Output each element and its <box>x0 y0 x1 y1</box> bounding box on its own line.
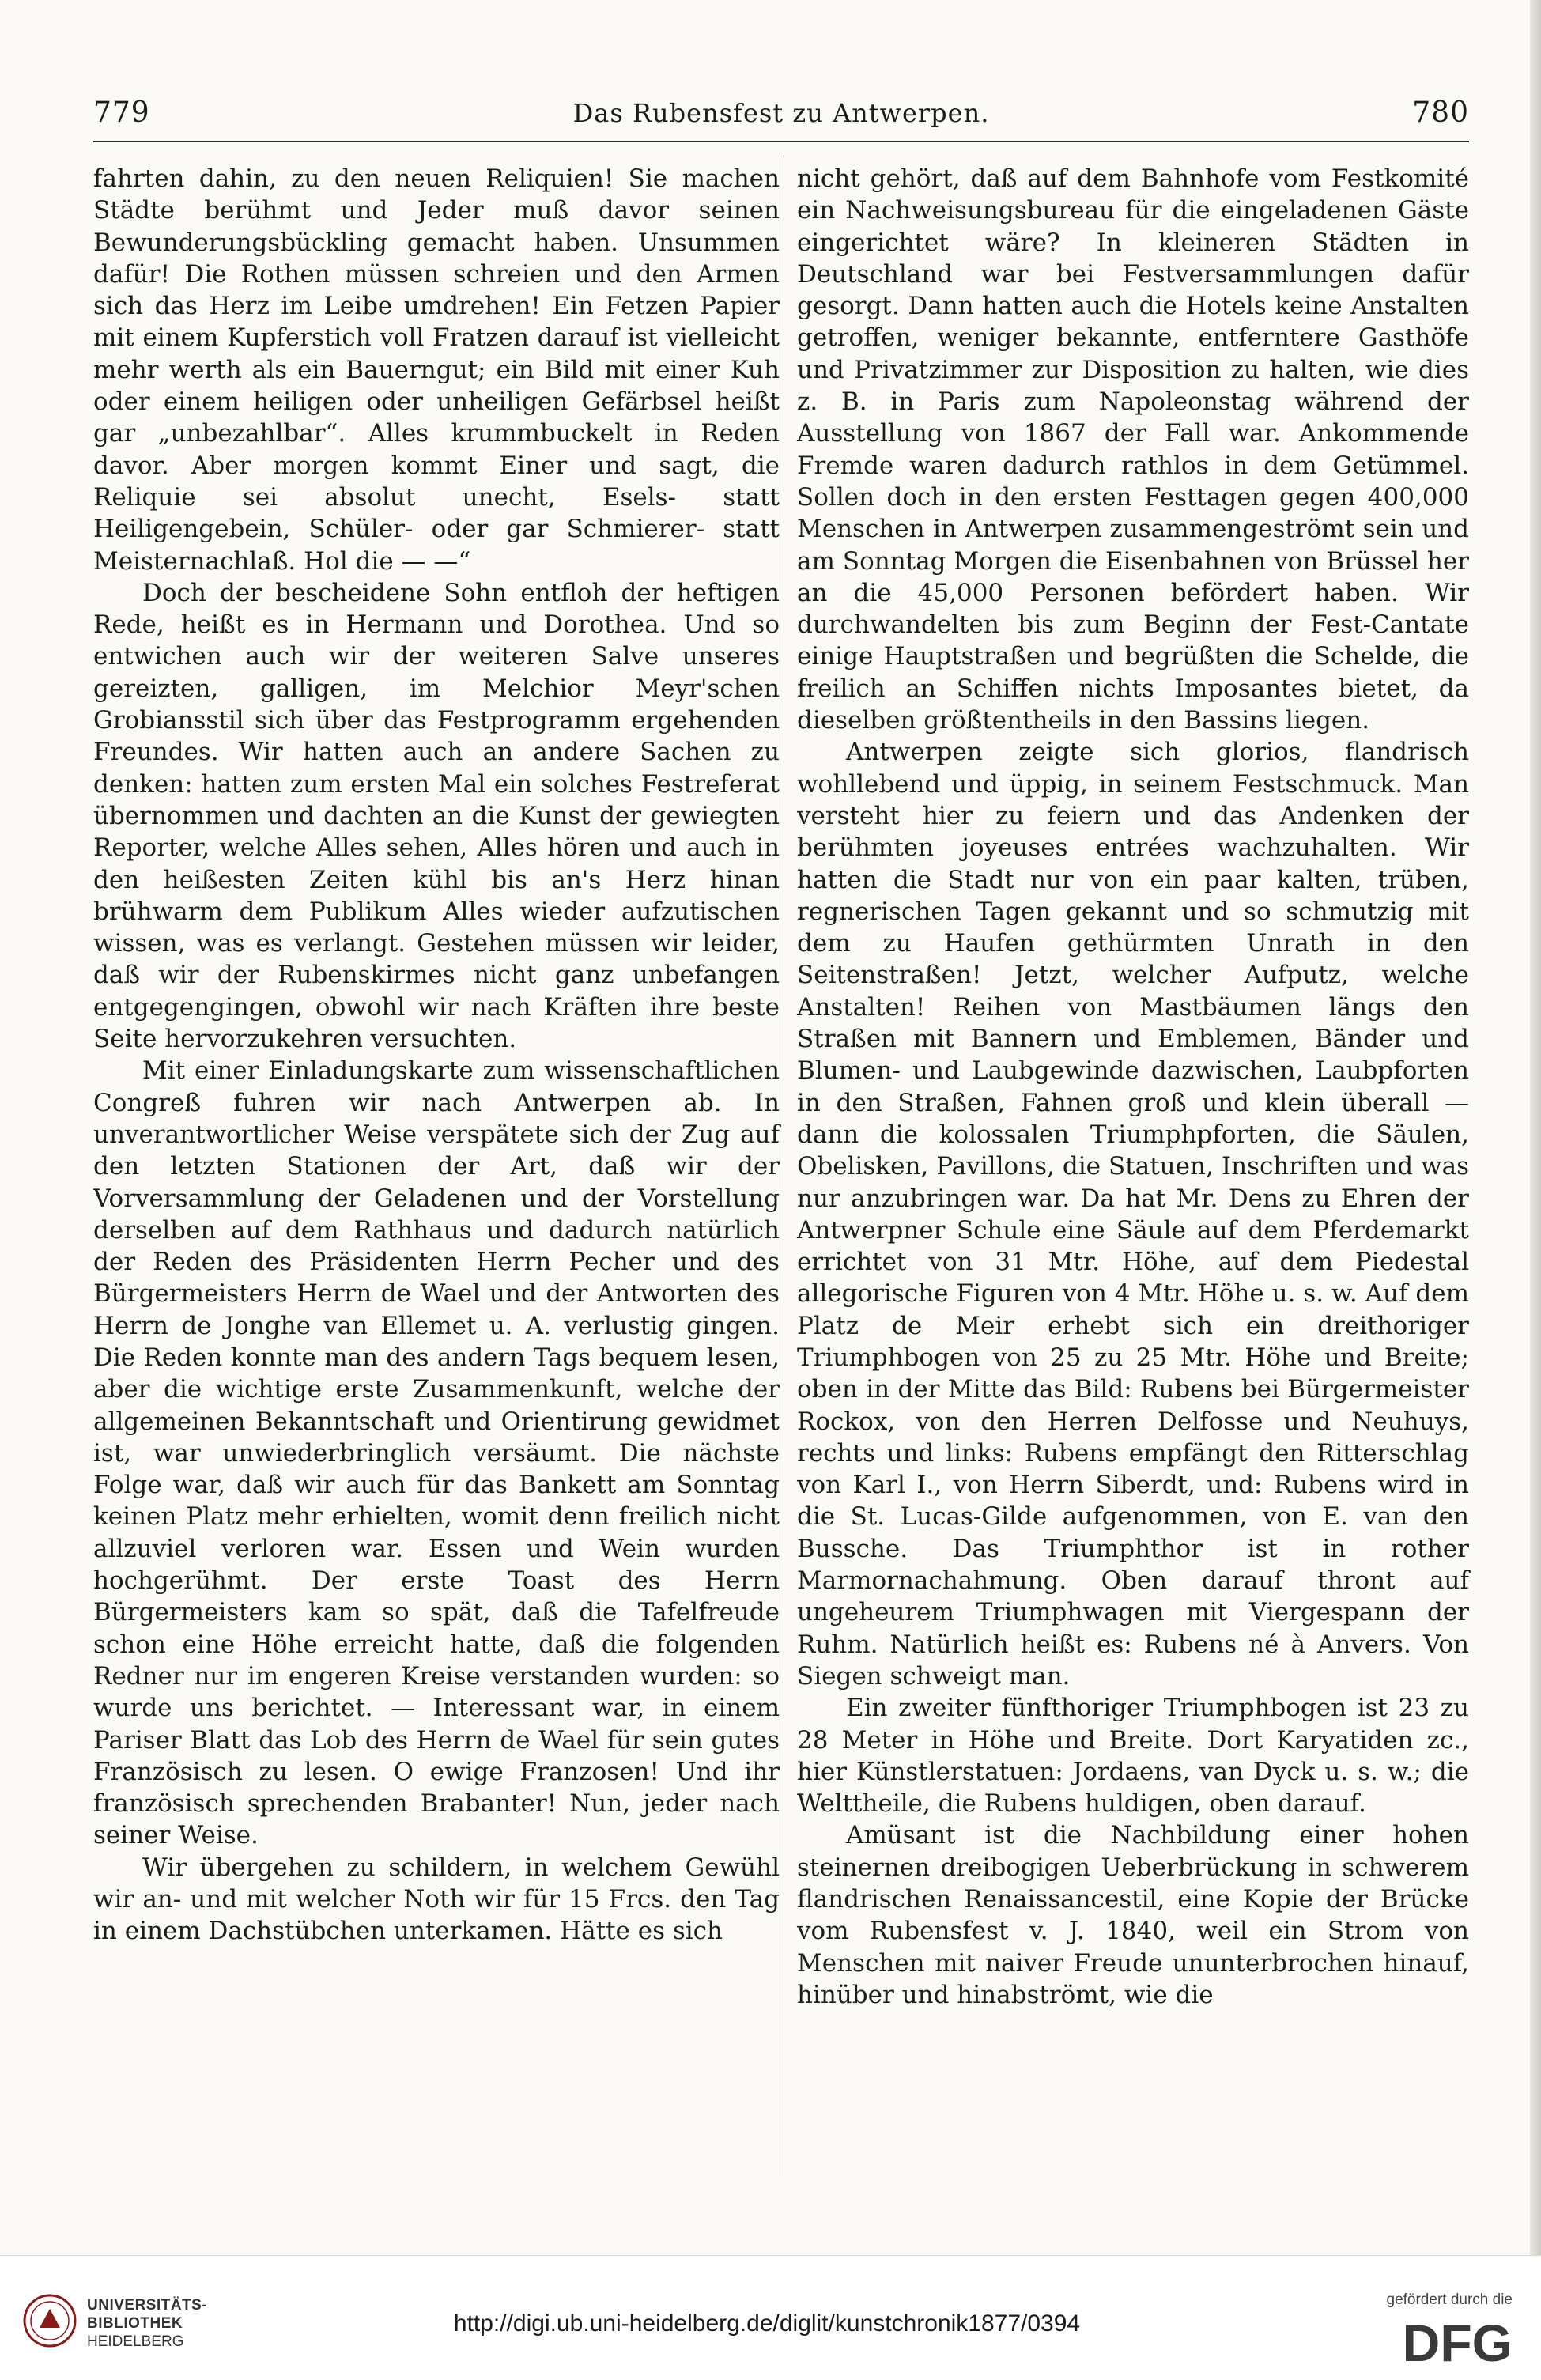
dfg-logo <box>1362 2314 1513 2369</box>
paragraph: Antwerpen zeigte sich glorios, flandrisch wohllebend und üppig, in seinem Festschmuck. Man versteht hier zu feiern und das Andenken der berühmten joyeuses entrées wachzuhalten. Wir hatten die Stadt nur von ein paar kalten, trüben, regnerischen Tagen gekannt und so schmutzig mit dem zu Haufen gethürmten Unrath in den Seitenstraßen! Jetzt, welcher Aufputz, welche Anstalten! Reihen von Mastbäumen längs den Straßen mit Bannern und Emblemen, Bänder und Blumen- und Laubgewinde dazwischen, Laubpforten in den Straßen, Fahnen groß und klein überall — dann die kolossalen Triumphpforten, die Säulen, Obelisken, Pavillons, die Statuen, Inschriften und was nur anzubringen war. Da hat Mr. Dens zu Ehren der Antwerpner Schule eine Säule auf dem Pferdemarkt errichtet von 31 Mtr. Höhe, auf dem Piedestal allegorische Figuren von 4 Mtr. Höhe u. s. w. Auf dem Platz de Meir erhebt sich ein dreithoriger Triumphbogen von 25 zu 25 Mtr. Höhe und Breite; oben in der Mitte das Bild: Rubens bei Bürgermeister Rockox, von den Herren Delfosse und Neuhuys, rechts und links: Rubens empfängt den Ritterschlag von Karl I., von Herrn Siberdt, und: Rubens wird in die St. Lucas-Gilde aufgenommen, von E. van den Bussche. Das Triumphthor ist in rother Marmornachahmung. Oben darauf thront auf ungeheurem Triumphwagen mit Viergespann der Ruhm. Natürlich heißt es: Rubens né à Anvers. Von Siegen schweigt man. <box>797 738 1469 1691</box>
institution-line: HEIDELBERG <box>87 2333 184 2350</box>
running-title: Das Rubensfest zu Antwerpen. <box>572 98 990 128</box>
paragraph: Wir übergehen zu schildern, in welchem Gewühl wir an- und mit welcher Noth wir für 15 Frcs. den Tag in einem Dachstübchen unterkamen. Hätte es sich <box>93 1853 780 1946</box>
dfg-logo-text: DFG <box>1402 2314 1513 2369</box>
paragraph: Doch der bescheidene Sohn entfloh der heftigen Rede, heißt es in Hermann und Dorothea. Und so entwichen auch wir der weiteren Salve unseres gereizten, galligen, im Melchior Meyr'schen Grobiansstil sich über das Festprogramm ergehenden Freundes. Wir hatten auch an andere Sachen zu denken: hatten zum ersten Mal ein solches Festreferat übernommen und dachten an die Kunst der gewiegten Reporter, welche Alles sehen, Alles hören und auch in den heißesten Zeiten kühl bis an's Herz hinan brühwarm dem Publikum Alles wieder aufzutischen wissen, was es verlangt. Gestehen müssen wir leider, daß wir der Rubenskirmes nicht ganz unbefangen entgegengingen, obwohl wir nach Kräften ihre beste Seite hervorzukehren versuchten. <box>93 578 780 1054</box>
right-text-column <box>797 163 1469 2011</box>
page-number-left: 779 <box>93 96 150 129</box>
institution-line: UNIVERSITÄTS- <box>87 2297 208 2314</box>
university-name <box>87 2296 207 2351</box>
paragraph: Mit einer Einladungskarte zum wissenschaftlichen Congreß fuhren wir nach Antwerpen ab. In unverantwortlicher Weise verspätete sich der Zug auf den letzten Stationen der Art, daß wir der Vorversammlung der Geladenen und der Vorstellung derselben auf dem Rathhaus und dadurch natürlich der Reden des Präsidenten Herrn Pecher und des Bürgermeisters Herrn de Wael und der Antworten des Herrn de Jonghe van Ellemet u. A. verlustig gingen. Die Reden konnte man des andern Tags bequem lesen, aber die wichtige erste Zusammenkunft, welche der allgemeinen Bekanntschaft und Orientirung gewidmet ist, war unwiederbringlich versäumt. Die nächste Folge war, daß wir auch für das Bankett am Sonntag keinen Platz mehr erhielten, womit denn freilich nicht allzuviel verloren war. Essen und Wein wurden hochgerühmt. Der erste Toast des Herrn Bürgermeisters kam so spät, daß die Tafelfreude schon eine Höhe erreicht hatte, daß die folgenden Redner nur im engeren Kreise verstanden wurden: so wurde uns berichtet. — Interessant war, in einem Pariser Blatt das Lob des Herrn de Wael für sein gutes Französisch zu lesen. O ewige Franzosen! Und ihr französisch sprechenden Brabanter! Nun, jeder nach seiner Weise. <box>93 1056 780 1850</box>
paragraph: nicht gehört, daß auf dem Bahnhofe vom Festkomité ein Nachweisungsbureau für die eingeladenen Gäste eingerichtet wäre? In kleineren Städten in Deutschland war bei Festversammlungen dafür gesorgt. Dann hatten auch die Hotels keine Anstalten getroffen, weniger bekannte, entferntere Gasthöfe und Privatzimmer zur Disposition zu halten, wie dies z. B. in Paris zum Napoleonstag während der Ausstellung von 1867 der Fall war. Ankommende Fremde waren dadurch rathlos in dem Getümmel. Sollen doch in den ersten Festtagen gegen 400,000 Menschen in Antwerpen zusammengeströmt sein und am Sonntag Morgen die Eisenbahnen von Brüssel her an die 45,000 Personen befördert haben. Wir durchwandelten bis zum Beginn der Fest-Cantate einige Hauptstraßen und begrüßten die Schelde, die freilich an Schiffen nichts Imposantes bietet, da dieselben größtentheils in den Bassins liegen. <box>797 164 1469 735</box>
paragraph: fahrten dahin, zu den neuen Reliquien! Sie machen Städte berühmt und Jeder muß davor seinen Bewunderungsbückling gemacht haben. Unsummen dafür! Die Rothen müssen schreien und den Armen sich das Herz im Leibe umdrehen! Ein Fetzen Papier mit einem Kupferstich voll Fratzen darauf ist vielleicht mehr werth als ein Bauerngut; ein Bild mit einer Kuh oder einem heiligen oder unheiligen Gefärbsel heißt gar „unbezahlbar“. Alles krummbuckelt in Reden davor. Aber morgen kommt Einer und sagt, die Reliquie sei absolut unecht, Esels- statt Heiligengebein, Schüler- oder gar Schmierer- statt Meisternachlaß. Hol die — —“ <box>93 164 780 576</box>
paragraph: Ein zweiter fünfthoriger Triumphbogen ist 23 zu 28 Meter in Höhe und Breite. Dort Karyatiden zc., hier Künstlerstatuen: Jordaens, van Dyck u. s. w.; die Welttheile, die Rubens huldigen, oben darauf. <box>797 1694 1469 1819</box>
left-text-column <box>93 163 780 1947</box>
source-url-link[interactable]: http://digi.ub.uni-heidelberg.de/diglit/kunstchronik1877/0394 <box>453 2310 1081 2337</box>
header-rule <box>93 141 1469 142</box>
university-seal-logo <box>22 2293 77 2348</box>
footer-rule <box>0 2255 1541 2256</box>
digitization-footer <box>0 2255 1541 2380</box>
funder-label: gefördert durch die <box>1386 2291 1513 2308</box>
page-number-right: 780 <box>1412 96 1469 129</box>
page-edge-shadow <box>1530 0 1541 2261</box>
institution-line: BIBLIOTHEK <box>87 2315 183 2332</box>
page-header <box>93 89 1469 136</box>
paragraph: Amüsant ist die Nachbildung einer hohen steinernen dreibogigen Ueberbrückung in schwerem flandrischen Renaissancestil, eine Kopie der Brücke vom Rubensfest v. J. 1840, weil ein Strom von Menschen mit naiver Freude ununterbrochen hinauf, hinüber und hinabströmt, wie die <box>797 1821 1469 2009</box>
